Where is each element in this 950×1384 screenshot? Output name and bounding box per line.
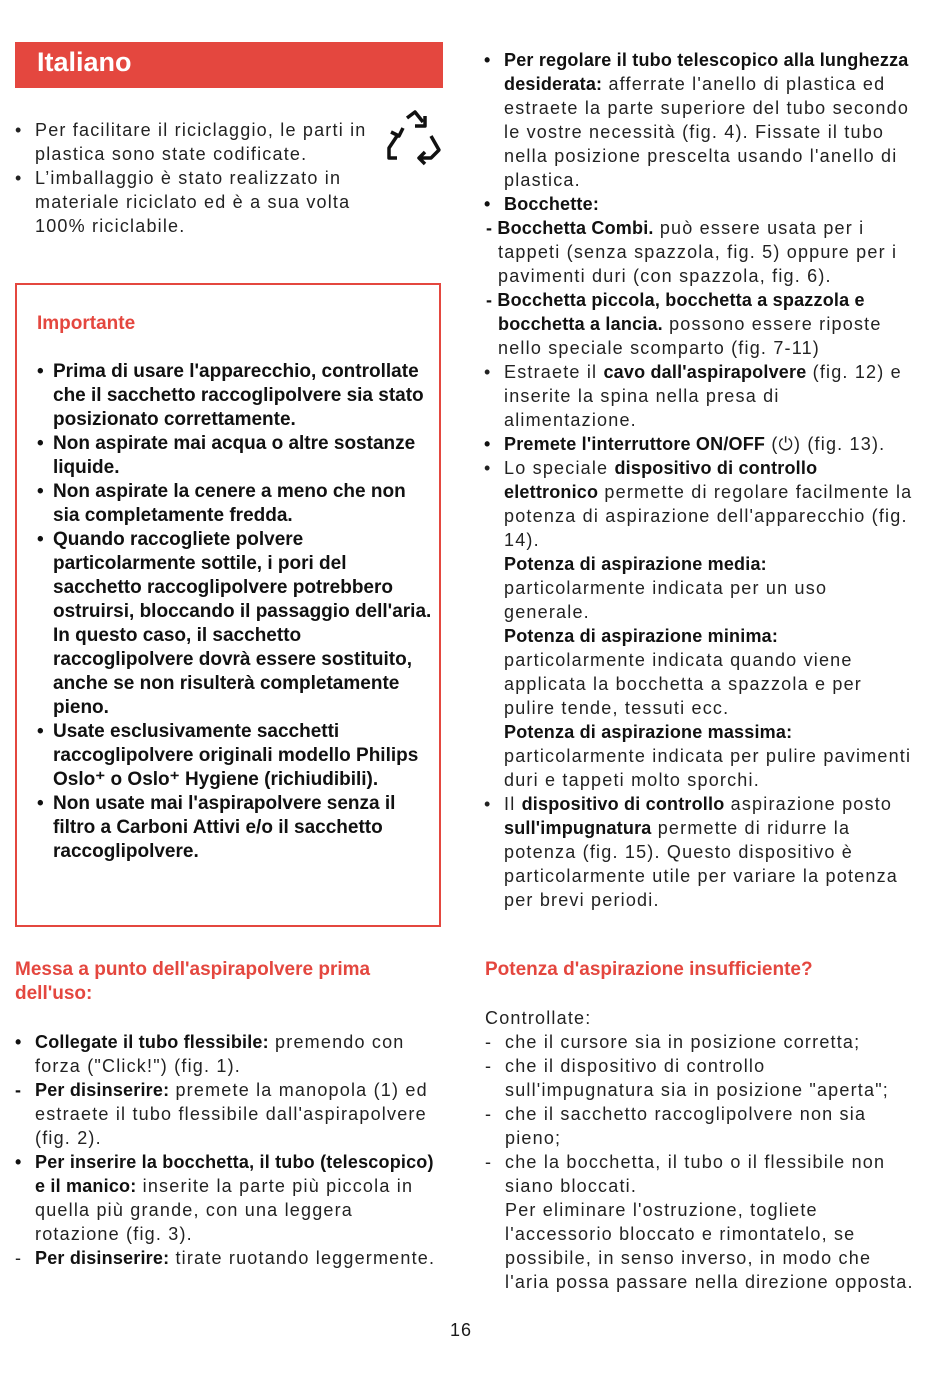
- tube-item: • Per regolare il tubo telescopico alla lunghezza desiderata: afferrate l'anello di plastica ed estraete la parte superiore del tubo secondo le vostre necessità (fig. 4). Fissate il tubo nella posizione prescelta usando l'anello di plastica.: [484, 50, 910, 190]
- important-item: • Usate esclusivamente sacchetti raccoglipolvere originali modello Philips Oslo⁺ o Oslo⁺ Hygiene (richiudibili).: [37, 721, 419, 790]
- check-item: - che la bocchetta, il tubo o il flessibile non siano bloccati. Per eliminare l'ostruzione, togliete l'accessorio bloccato e rimontatelo, se possibile, in senso inverso, in modo che l'aria possa passare nella direzione opposta.: [485, 1152, 914, 1292]
- trouble-section: [485, 1006, 915, 1294]
- setup-item: • Per inserire la bocchetta, il tubo (telescopico) e il manico: inserite la parte più piccola in quella più grande, con una leggera rotazione (fig. 3).: [15, 1152, 434, 1244]
- setup-item: - Per disinserire: premete la manopola (1) ed estraete il tubo flessibile dall'aspirapolvere (fig. 2).: [15, 1080, 428, 1148]
- electronic-item: • Lo speciale dispositivo di controllo elettronico permette di regolare facilmente la potenza di aspirazione dell'apparecchio (fig. 14). Potenza di aspirazione media: particolarmente indicata per un uso generale. Potenza di aspirazione minima: particolarmente indicata quando viene applicata la bocchetta a spazzola e per pulire tende, tessuti ecc. Potenza di aspirazione massima: particolarmente indicata per pulire pavimenti duri e tappeti molto sporchi.: [484, 456, 916, 792]
- min-power-text: particolarmente indicata quando viene applicata la bocchetta a spazzola e per pulire tende, tessuti ecc.: [504, 650, 863, 718]
- setup-item: - Per disinserire: tirate ruotando leggermente.: [15, 1248, 436, 1268]
- check-item: - che il sacchetto raccoglipolvere non sia pieno;: [485, 1104, 867, 1148]
- switch-item: • Premete l'interruttore ON/OFF (⏻) (fig. 13).: [484, 434, 886, 454]
- language-title: Italiano: [37, 47, 132, 77]
- setup-item: • Collegate il tubo flessibile: premendo con forza ("Click!") (fig. 1).: [15, 1032, 405, 1076]
- language-header: [15, 42, 443, 88]
- important-list: [37, 360, 437, 864]
- check-item: - che il dispositivo di controllo sull'impugnatura sia in posizione "aperta";: [485, 1056, 890, 1100]
- unblock-text: Per eliminare l'ostruzione, togliete l'accessorio bloccato e rimontatelo, se possibile, in senso inverso, in modo che l'aria possa passare nella direzione opposta.: [505, 1200, 914, 1292]
- important-item: • Non aspirate la cenere a meno che non sia completamente fredda.: [37, 481, 406, 526]
- max-power-label: Potenza di aspirazione massima:: [504, 722, 793, 742]
- setup-list: [15, 1030, 440, 1270]
- important-item: • Non aspirate mai acqua o altre sostanze liquide.: [37, 433, 416, 478]
- intro-item: • L’imballaggio è stato realizzato in materiale riciclato ed è a sua volta 100% riciclabile.: [15, 168, 351, 236]
- check-label: Controllate:: [485, 1008, 592, 1028]
- intro-section: [15, 118, 375, 238]
- important-box: [15, 283, 441, 927]
- check-item: - che il cursore sia in posizione corretta;: [485, 1032, 861, 1052]
- min-power-label: Potenza di aspirazione minima:: [504, 626, 779, 646]
- important-title: Importante: [37, 313, 136, 334]
- handle-control-item: • Il dispositivo di controllo aspirazione posto sull'impugnatura permette di ridurre la potenza (fig. 15). Questo dispositivo è particolarmente utile per variare la potenza per brevi periodi.: [484, 794, 898, 910]
- intro-item: • Per facilitare il riciclaggio, le parti in plastica sono state codificate.: [15, 120, 367, 164]
- important-item: • Prima di usare l'apparecchio, controllate che il sacchetto raccoglipolvere sia stato posizionato correttamente.: [37, 361, 424, 430]
- medium-power-text: particolarmente indicata per un uso generale.: [504, 578, 828, 622]
- recycle-icon: [385, 110, 443, 166]
- page-number: 16: [450, 1320, 473, 1340]
- trouble-title: Potenza d'aspirazione insufficiente?: [485, 959, 813, 980]
- medium-power-label: Potenza di aspirazione media:: [504, 554, 767, 574]
- important-item: • Non usate mai l'aspirapolvere senza il filtro a Carboni Attivi e/o il sacchetto raccoglipolvere.: [37, 793, 396, 862]
- right-column: [484, 48, 916, 912]
- max-power-text: particolarmente indicata per pulire pavimenti duri e tappeti molto sporchi.: [504, 746, 912, 790]
- important-item: • Quando raccogliete polvere particolarmente sottile, i pori del sacchetto raccoglipolvere potrebbero ostruirsi, bloccando il passaggio dell'aria. In questo caso, il sacchetto raccoglipolvere dovrà essere sostituito, anche se non risulterà completamente pieno.: [37, 529, 432, 718]
- cable-item: • Estraete il cavo dall'aspirapolvere (fig. 12) e inserite la spina nella presa di alimentazione.: [484, 362, 902, 430]
- setup-title: Messa a punto dell'aspirapolvere prima dell'uso:: [15, 959, 371, 1004]
- nozzles-item: • Bocchette: - Bocchetta Combi. può essere usata per i tappeti (senza spazzola, fig. 5) oppure per i pavimenti duri (con spazzola, fig. 6). - Bocchetta piccola, bocchetta a spazzola e bocchetta a lancia. possono essere riposte nello speciale scomparto (fig. 7-11): [484, 194, 898, 358]
